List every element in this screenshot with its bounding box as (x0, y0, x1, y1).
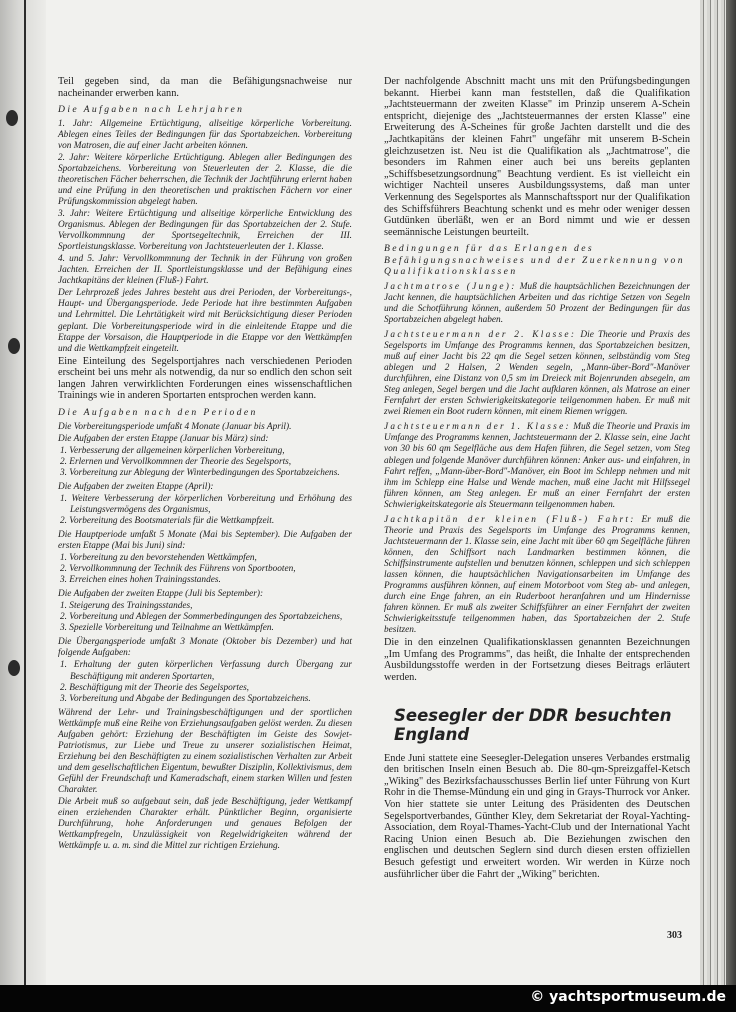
list-item: 1. Erhaltung der guten körperlichen Verfassung durch Übergang zur Beschäftigung mit anderen Sportarten, (60, 660, 352, 682)
qualification-requirements: Muß die hauptsächlichen Bezeichnungen der Jacht kennen, die hauptsächlichen Arbeiten und das richtige Setzen von Segeln und die Schotführung können, außerdem 50 Prozent der Bedingungen für das Sportabzeichen abgelegt haben. (384, 281, 690, 325)
paragraph: Ende Juni stattete eine Seesegler-Delegation unseres Verbandes erstmalig den britischen Inseln einen Besuch ab. Die 80-qm-Spreizgaffel-Ketsch „Wiking" des Bezirksfachausschusses Berlin lief unter Führung von Kurt Rohr in die Themse-Mündung ein und ging in Grays-Thurrock vor Anker. Von hier stattete sie unter Leitung des Präsidenten des Deutschen Segelsportverbandes, Günther Kley, dem Sekretariat der Royal-Yachting-Association, dem Royal-Thames-Yacht-Club und der International Yacht Racing Union einen Besuch ab. Die Beziehungen zwischen den englischen und deutschen Seglern sind durch diesen ersten offiziellen Besuch gefestigt und erweitert worden. Wir werden in Kürze noch ausführlicher über die Fahrt der „Wiking" berichten. (384, 752, 690, 880)
italic-paragraph: 1. Jahr: Allgemeine Ertüchtigung, allseitige körperliche Vorbereitung. Ablegen eines Teiles der Bedingungen für das Sportabzeichen. Vorbereitung von Matrosen, die auf einer Jacht arbeiten können. (58, 118, 352, 151)
punch-hole (8, 660, 20, 676)
page-number: 303 (667, 930, 682, 941)
italic-paragraph: Die Arbeit muß so aufgebaut sein, daß jede Beschäftigung, jeder Wettkampf einen erziehenden Charakter erhält. Pünktlicher Beginn, organisierte Durchführung, hohe Anforderungen und genaues Befolgen der Wettkampfregeln, Unzulässigkeit von Regelwidrigkeiten während der Wettkämpfe u. a. m. sind die Mittel zur richtigen Erziehung. (58, 797, 352, 852)
qualification-definition (384, 515, 690, 637)
qualification-definition (384, 282, 690, 326)
numbered-list (58, 660, 352, 704)
list-item: 1. Verbesserung der allgemeinen körperlichen Vorbereitung, (60, 445, 285, 456)
list-item: 2. Beschäftigung mit der Theorie des Segelsportes, (60, 682, 250, 693)
italic-paragraph: Die Aufgaben der ersten Etappe (Januar bis März) sind: (58, 433, 269, 444)
list-item: 1. Steigerung des Trainingsstandes, (60, 601, 193, 612)
italic-paragraph: Die Übergangsperiode umfaßt 3 Monate (Oktober bis Dezember) und hat folgende Aufgaben: (58, 637, 352, 659)
list-item: 3. Vorbereitung und Abgabe der Bedingungen des Sportabzeichens. (60, 693, 311, 704)
paragraph: Die in den einzelnen Qualifikationsklassen genannten Bezeichnungen „Im Umfang des Programms", das heißt, die Inhalte der entsprechenden Ausbildungsstoffe werden in der Fortsetzung dieses Beitrags erläutert werden. (384, 637, 690, 684)
punch-hole (8, 338, 20, 354)
qualification-requirements: Er muß die Theorie und Praxis des Segelsports im Umfange des Programms kennen, Jachtsteuermann der 1. Klasse sein, eine Jacht mit über 60 qm Segelfläche führen können, den Schiffsort nach Landmarken bestimmen können, die Schiffsinstrumente aufstellen und benutzen können, schleppen und sich schleppen lassen können, die hauptsächlichen Navigationsarbeiten im Umfange des Programms ausführen können, auf einem Motorboot vom Steg ab- und anlegen, durch eine Enge fahren, an ein Ruderboot heranfahren und um Hindernisse fahren können. Er muß als zweiter Schiffsführer an einer Fernfahrt der zweiten Schwierigkeitsstufe teilgenommen haben, das Sportabzeichen der 2. Stufe besitzen. (384, 514, 690, 636)
list-item: 3. Spezielle Vorbereitung und Teilnahme an Wettkämpfen. (60, 623, 274, 634)
list-item: 3. Erreichen eines hohen Trainingsstandes. (60, 575, 221, 586)
qualification-name: Jachtmatrose (Junge): (384, 281, 517, 292)
italic-paragraph: Die Aufgaben der zweiten Etappe (Juli bis September): (58, 589, 264, 600)
section-heading: Die Aufgaben nach Lehrjahren (58, 104, 245, 116)
paragraph: Teil gegeben sind, da man die Befähigungsnachweise nur nacheinander erwerben kann. (58, 76, 352, 99)
italic-paragraph: Die Vorbereitungsperiode umfaßt 4 Monate (Januar bis April). (58, 421, 292, 432)
italic-paragraph: 2. Jahr: Weitere körperliche Ertüchtigung. Ablegen aller Bedingungen des Sportabzeichens. Vorbereitung von Steuerleuten der 2. Klasse, die die theoretischen Fächer beherrschen, die Technik der Jachtführung erlernt haben und eine Prüfung in den theoretischen und praktischen Fächern vor einer Prüfungskommission abgelegt haben. (58, 152, 352, 208)
paragraph: Der nachfolgende Abschnitt macht uns mit den Prüfungsbedingungen bekannt. Hierbei kann man feststellen, daß die Qualifikation „Jachtsteuermann der zweiten Klasse" im Prinzip unserem A-Schein entspricht, diejenige des „Jachtsteuermannes der ersten Klasse" eine Erweiterung des A-Scheines für große Jachten darstellt und die des „Jachtkapitäns der kleinen Fahrt" ungefähr mit unserem B-Schein gleichzusetzen ist. Neu ist die Qualifikation als „Jachtmatrose", die besonders im Rahmen einer auch bei uns bereits geplanten „Schiffsbesetzungsordnung" Beachtung verdient. Es ist vielleicht ein wichtiger Nachteil unseres Ausbildungssystems, daß man unter Verkennung des Segelsportes als Mannschaftssport nur der Qualifikation des Schiffsführers Beachtung schenkt und es mehr oder weniger dessen Gutdünken überläßt, wen er an Bord nimmt und wie er dessen seemännische Leistungen beurteilt. (384, 76, 690, 238)
section-heading: Bedingungen für das Erlangen des Befähigungsnachweises und der Zuerkennung von Qualifikationsklassen (384, 243, 685, 278)
numbered-list (58, 494, 352, 527)
italic-paragraph: Die Hauptperiode umfaßt 5 Monate (Mai bis September). Die Aufgaben der ersten Etappe (Mai bis Juni) sind: (58, 529, 352, 552)
list-item: 2. Vorbereitung und Ablegen der Sommerbedingungen des Sportabzeichens, (60, 612, 343, 623)
italic-paragraph: 4. und 5. Jahr: Vervollkommnung der Technik in der Führung von großen Jachten. Erreichen der II. Sportleistungsklasse und der Befähigung eines Jachtkapitäns der kleinen (Fluß-) Fahrt. (58, 254, 352, 287)
left-column (58, 76, 352, 853)
watermark-bar (0, 985, 736, 1012)
section-heading: Die Aufgaben nach den Perioden (58, 407, 258, 419)
fold-line (24, 0, 26, 1012)
list-item: 1. Weitere Verbesserung der körperlichen Vorbereitung und Erhöhung des Leistungsvermögens des Organismus, (60, 493, 352, 515)
qualification-name: Jachtkapitän der kleinen (Fluß-) Fahrt: (384, 514, 636, 525)
list-item: 3. Vorbereitung zur Ablegung der Winterbedingungen des Sportabzeichens. (60, 467, 340, 478)
binder-margin (0, 0, 46, 1012)
italic-paragraph: Die Aufgaben der zweiten Etappe (April): (58, 481, 214, 492)
article-title: Seesegler der DDR besuchten England (394, 705, 672, 744)
qualification-name: Jachtsteuermann der 2. Klasse: (384, 330, 577, 340)
italic-paragraph: Der Lehrprozeß jedes Jahres besteht aus drei Perioden, der Vorbereitungs-, Haupt- und Übergangsperiode. Jede Periode hat ihre bestimmten Aufgaben und Lehrmittel. Die Lehrtätigkeit wird mit Berücksichtigung dieser Perioden geplant. Die Vorbereitungsperiode wird in die einleitende Etappe und die Etappe der Vorsaison, die Hauptperiode in die Etappe vor den Wettkämpfen und die Wettkampfzeit eingeteilt. (58, 288, 352, 354)
numbered-list (58, 553, 352, 586)
paragraph: Eine Einteilung des Segelsportjahres nach verschiedenen Perioden erscheint bei uns mehr als notwendig, da nur so endlich den schon seit langen Jahren verwirklichten Forderungen eines wissenschaftlichen Trainings wie in anderen Sportarten entsprochen werden kann. (58, 355, 352, 402)
list-item: 2. Vervollkommnung der Technik des Führens von Sportbooten, (60, 564, 296, 575)
italic-paragraph: 3. Jahr: Weitere Ertüchtigung und allseitige körperliche Entwicklung des Organismus. Ablegen der Bedingungen für das Sportabzeichen der 2. Stufe. Vervollkommnung der Sportsegeltechnik, Erreichen der III. Sportleistungsklasse. Vorbereitung von Jachtsteuerleuten der 1. Klasse. (58, 209, 352, 253)
list-item: 1. Vorbereitung zu den bevorstehenden Wettkämpfen, (60, 553, 257, 564)
qualification-definition (384, 422, 690, 510)
italic-paragraph: Während der Lehr- und Trainingsbeschäftigungen und der sportlichen Wettkämpfe muß eine Reihe von Erziehungsaufgaben gelöst werden. Zu diesen Aufgaben gehört: Erziehung der Beschäftigten im Geiste des Sowjet-Patriotismus, zur Liebe und Treue zu unserer sozialistischen Heimat, Erziehung bei den Beschäftigten zu einem sozialistischen Verhalten zur Arbeit und dem gesellschaftlichen Eigentum, bewußter Disziplin, Kollektivismus, dem Gefühl der Freundschaft und Kameradschaft, einem starken Willen und festen Charakter. (58, 707, 352, 795)
right-column (384, 76, 690, 885)
qualification-requirements: Muß die Theorie und Praxis im Umfange des Programms kennen, Jachtsteuermann der 2. Klasse sein, eine Jacht von 30 bis 60 qm Segelfläche aus dem Hafen führen, die Segel setzen, vom Steg ablegen und folgende Manöver durchführen können: Anker aus- und einfahren, in Fahrt reffen, „Mann-über-Bord"-Manöver, ein Boot im Schlepp nehmen und mit ihm im Schlepp eine Halse und Wende machen, muß eine Jacht mit Hilfssegel führen können, am Steg anlegen. Er muß an einer Fernfahrt der ersten Schwierigkeitskategorie als Steuermann teilgenommen haben. (384, 422, 690, 510)
numbered-list (58, 446, 352, 479)
qualification-requirements: Die Theorie und Praxis des Segelsports im Umfange des Programms kennen, das Sportabzeichen besitzen, muß auf einer Jacht bis 22 qm die Segel setzen können, selbständig vom Steg ablegen und 2 Halsen, 2 Wenden segeln, „Mann-über-Bord"-Manöver durchführen, eine Distanz von 0,5 sm im Dreieck mit Bojenrunden absegeln, am Steg anlegen, Segel bergen und die Jacht aufklaren können, als Matrose an einer Fernfahrt der ersten Schwierigkeitskategorie teilgenommen haben. Er muß mit zwei Riemen ein Boot rudern können, mit einem Riemen wriggen. (384, 330, 690, 418)
list-item: 2. Vorbereitung des Bootsmaterials für die Wettkampfzeit. (60, 515, 275, 526)
book-page-edges (700, 0, 736, 985)
watermark: © yachtsportmuseum.de (530, 989, 726, 1005)
punch-hole (6, 110, 18, 126)
numbered-list (58, 601, 352, 634)
list-item: 2. Erlernen und Vervollkommnen der Theorie des Segelsports, (60, 456, 292, 467)
qualification-definition (384, 330, 690, 418)
qualification-name: Jachtsteuermann der 1. Klasse: (384, 422, 571, 433)
